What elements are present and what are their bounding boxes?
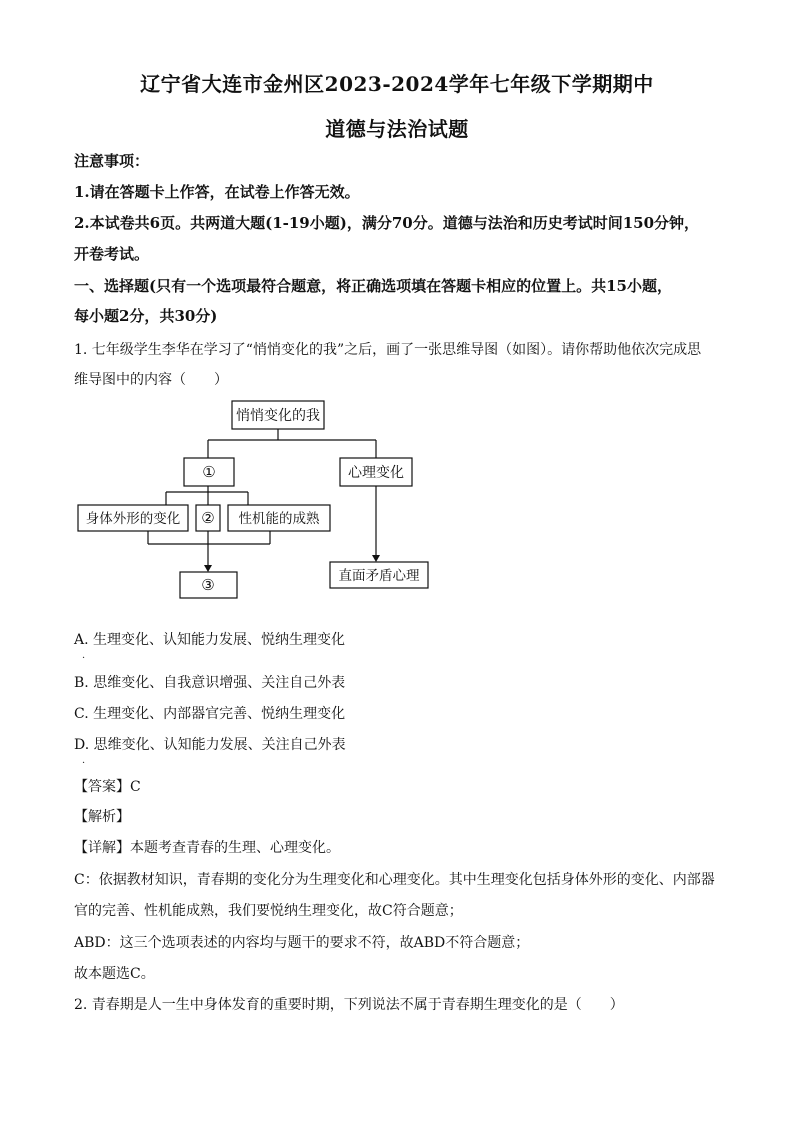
section1-heading-line1: 一、选择题(只有一个选项最符合题意，将正确选项填在答题卡相应的位置上。共15小题， xyxy=(74,277,672,295)
option-d-mark: ． xyxy=(82,755,92,766)
question1-stem-line1: 1. 七年级学生李华在学习了“悄悄变化的我”之后，画了一张思维导图（如图）。请你帮助他依次完成思 xyxy=(74,342,702,358)
question2-stem: 2. 青春期是人一生中身体发育的重要时期，下列说法不属于青春期生理变化的是（ ） xyxy=(74,997,624,1013)
conclusion-line: 故本题选C。 xyxy=(74,966,155,982)
label-node3: ③ xyxy=(201,576,215,594)
notice-item-1: 1.请在答题卡上作答，在试卷上作答无效。 xyxy=(74,183,360,201)
exam-title-line2: 道德与法治试题 xyxy=(325,117,469,141)
label-node1: ① xyxy=(202,463,216,481)
label-node2: ② xyxy=(201,509,215,527)
option-a-mark: ． xyxy=(82,650,92,661)
option-a: A. 生理变化、认知能力发展、悦纳生理变化 xyxy=(74,632,346,648)
option-b: B. 思维变化、自我意识增强、关注自己外表 xyxy=(74,675,346,691)
notice-item-2-line1: 2.本试卷共6页。共两道大题(1-19小题)，满分70分。道德与法治和历史考试时间150分钟， xyxy=(74,214,700,232)
notice-heading: 注意事项： xyxy=(74,152,150,170)
label-sex: 性机能的成熟 xyxy=(238,511,320,527)
section1-heading-line2: 每小题2分，共30分) xyxy=(74,307,218,325)
label-contradiction: 直面矛盾心理 xyxy=(338,568,420,584)
analysis-abd-line: ABD：这三个选项表述的内容均与题干的要求不符，故ABD不符合题意； xyxy=(74,935,530,951)
label-body: 身体外形的变化 xyxy=(85,511,181,527)
arrowhead-to-contradiction xyxy=(372,555,380,562)
arrowhead-to-node3 xyxy=(204,565,212,572)
answer-line: 【答案】C xyxy=(74,779,141,795)
label-root: 悄悄变化的我 xyxy=(236,408,320,424)
question1-stem-line2: 维导图中的内容（ ） xyxy=(74,372,228,388)
option-c: C. 生理变化、内部器官完善、悦纳生理变化 xyxy=(74,706,346,722)
option-d: D. 思维变化、认知能力发展、关注自己外表 xyxy=(74,737,346,753)
analysis-c-line2: 官的完善、性机能成熟，我们要悦纳生理变化，故C符合题意； xyxy=(74,903,463,919)
analysis-c-line1: C：依据教材知识，青春期的变化分为生理变化和心理变化。其中生理变化包括身体外形的变化、内部器 xyxy=(74,872,715,888)
notice-item-2-line2: 开卷考试。 xyxy=(74,245,150,263)
exam-title-line1: 辽宁省大连市金州区2023-2024学年七年级下学期期中 xyxy=(140,72,654,96)
detail-line: 【详解】本题考查青春的生理、心理变化。 xyxy=(74,840,340,856)
analysis-heading: 【解析】 xyxy=(74,809,130,825)
label-psych: 心理变化 xyxy=(348,465,404,481)
